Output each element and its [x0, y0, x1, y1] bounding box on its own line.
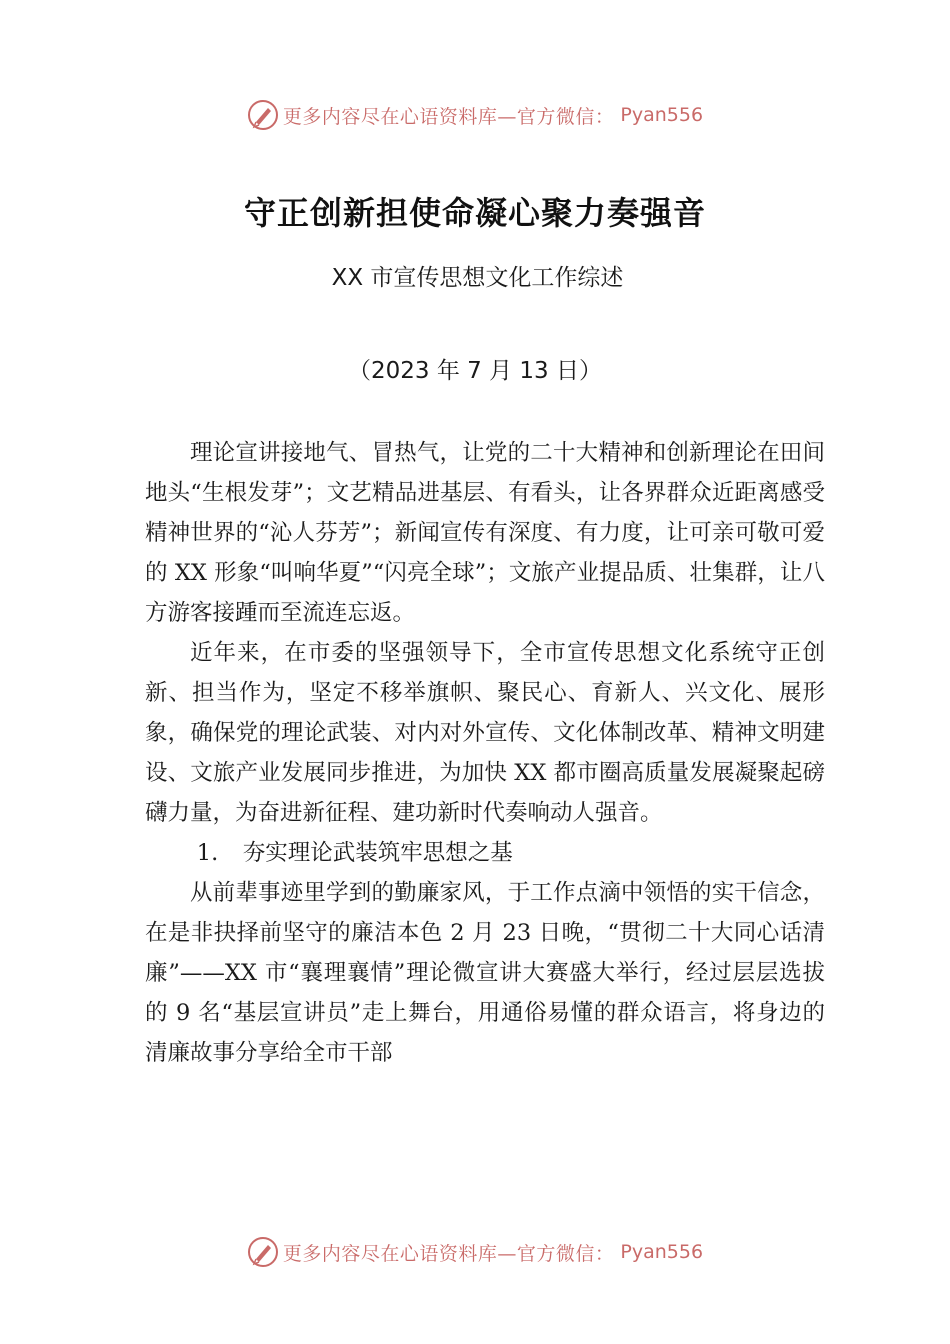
- pen-logo-icon: [247, 99, 279, 131]
- watermark-text: 更多内容尽在心语资料库—官方微信：: [282, 105, 615, 128]
- watermark-id: Pyan556: [620, 1241, 704, 1263]
- paragraph: 理论宣讲接地气、冒热气，让党的二十大精神和创新理论在田间地头“生根发芽”；文艺精品进基层、有看头，让各界群众近距离感受精神世界的“沁人芬芳”；新闻宣传有深度、有力度，让可亲可敬可爱的 XX 形象“叫响华夏”“闪亮全球”；文旅产业提品质、壮集群，让八方游客接踵而至流连忘返。: [145, 440, 825, 626]
- document-title: 守正创新担使命凝心聚力奏强音: [243, 194, 706, 232]
- document-date: （2023 年 7 月 13 日）: [348, 358, 602, 384]
- section-number: 1.: [196, 840, 219, 866]
- watermark-id: Pyan556: [620, 104, 704, 126]
- section-heading: [145, 833, 825, 873]
- document-subtitle: XX 市宣传思想文化工作综述: [331, 265, 624, 291]
- paragraph: 近年来，在市委的坚强领导下，全市宣传思想文化系统守正创新、担当作为，坚定不移举旗帜、聚民心、育新人、兴文化、展形象，确保党的理论武装、对内对外宣传、文化体制改革、精神文明建设、文旅产业发展同步推进，为加快 XX 都市圈高质量发展凝聚起磅礴力量，为奋进新征程、建功新时代奏响动人强音。: [145, 640, 825, 826]
- watermark-text: 更多内容尽在心语资料库—官方微信：: [282, 1242, 615, 1265]
- watermark-banner-bottom: [0, 1232, 950, 1272]
- section-title: 夯实理论武装筑牢思想之基: [242, 840, 513, 866]
- pen-logo-icon: [247, 1236, 279, 1268]
- paragraph: 从前辈事迹里学到的勤廉家风，于工作点滴中领悟的实干信念，在是非抉择前坚守的廉洁本色 2 月 23 日晚，“贯彻二十大同心话清廉”——XX 市“襄理襄情”理论微宣讲大赛盛大举行，经过层层选拔的 9 名“基层宣讲员”走上舞台，用通俗易懂的群众语言，将身边的清廉故事分享给全市干部: [145, 880, 825, 1066]
- watermark-banner-top: [0, 95, 950, 135]
- document-body: [145, 433, 825, 1073]
